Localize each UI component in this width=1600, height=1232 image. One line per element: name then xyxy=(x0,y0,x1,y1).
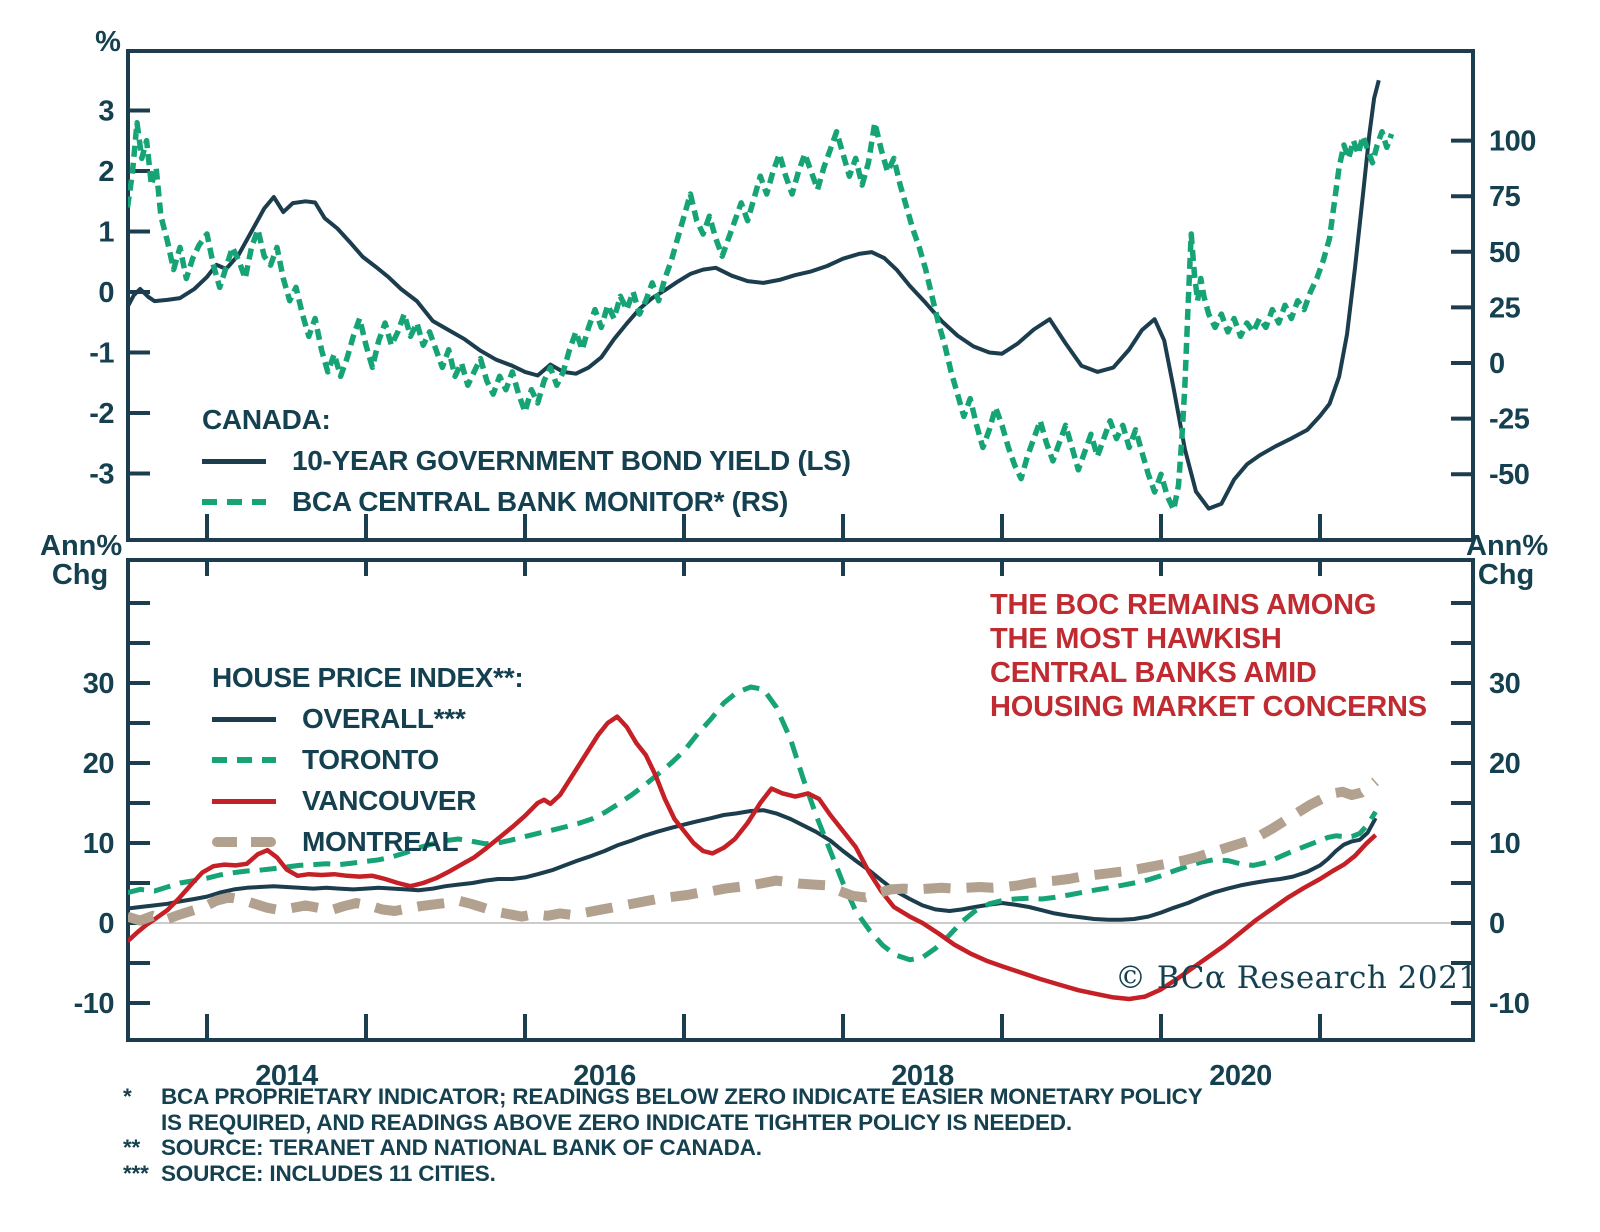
footnote-item xyxy=(123,1084,1203,1135)
right-axis-tick-label: 75 xyxy=(1489,181,1521,214)
annotation-text xyxy=(990,588,1470,724)
axis-unit-line1: Ann% xyxy=(1466,530,1549,562)
legend-row-montreal xyxy=(212,826,523,858)
legend-label: BCA CENTRAL BANK MONITOR* (RS) xyxy=(292,486,789,517)
left-axis-tick-label: 3 xyxy=(98,95,114,128)
left-axis-tick-label: -1 xyxy=(89,337,114,370)
left-axis-tick-label: 1 xyxy=(98,216,114,249)
axis-unit-line2: Chg xyxy=(51,559,109,591)
footnote-text: SOURCE: INCLUDES 11 CITIES. xyxy=(161,1160,496,1186)
legend-title: HOUSE PRICE INDEX**: xyxy=(212,662,524,693)
x-axis-year-label: 2014 xyxy=(255,1060,318,1092)
top-left-axis-unit: % xyxy=(95,26,121,58)
legend-label: OVERALL*** xyxy=(302,703,466,734)
legend-row-toronto xyxy=(212,744,523,776)
left-axis-tick-label: 0 xyxy=(98,908,114,940)
legend-title: CANADA: xyxy=(202,404,331,435)
x-axis-year-label: 2018 xyxy=(891,1060,954,1092)
footnote-marker: * xyxy=(123,1084,132,1109)
left-axis-tick-label: 2 xyxy=(98,156,114,188)
annotation-line: THE MOST HAWKISH xyxy=(990,623,1282,655)
right-axis-tick-label: 0 xyxy=(1489,348,1505,380)
x-axis-year-label: 2016 xyxy=(573,1060,636,1092)
top-legend xyxy=(202,404,851,518)
dashed-tan-line-sample-icon xyxy=(212,837,276,847)
bottom-left-axis-unit xyxy=(40,530,123,591)
dashed-green-line-sample-icon xyxy=(202,499,266,505)
right-axis-tick-label: 100 xyxy=(1489,125,1536,158)
solid-navy-line-sample-icon xyxy=(212,717,276,722)
footnote-text: SOURCE: TERANET AND NATIONAL BANK OF CANADA. xyxy=(161,1135,762,1160)
legend-row-central-bank-monitor xyxy=(202,486,851,518)
annotation-line: THE BOC REMAINS AMONG xyxy=(990,589,1377,621)
footnote-item xyxy=(123,1135,1203,1161)
right-axis-tick-label: 25 xyxy=(1489,292,1521,325)
right-axis-tick-label: 50 xyxy=(1489,236,1521,269)
right-axis-tick-label: 30 xyxy=(1489,668,1521,700)
axis-unit-line2: Chg xyxy=(1477,559,1535,591)
left-axis-tick-label: 30 xyxy=(82,668,114,700)
copyright-text: © BCα Research 2021 xyxy=(1115,960,1479,996)
right-axis-tick-label: -25 xyxy=(1489,403,1530,436)
legend-row-bond-yield xyxy=(202,445,851,477)
legend-row-vancouver xyxy=(212,785,523,817)
bottom-legend xyxy=(212,662,523,858)
right-axis-tick-label: -50 xyxy=(1489,459,1530,492)
legend-label: MONTREAL xyxy=(302,826,459,857)
footnote-item xyxy=(123,1161,1203,1187)
left-axis-tick-label: 20 xyxy=(82,748,114,780)
right-axis-tick-label: 10 xyxy=(1489,828,1521,860)
annotation-line: CENTRAL BANKS AMID xyxy=(990,657,1317,689)
dashed-green-line-sample-icon xyxy=(212,757,276,763)
legend-row-overall xyxy=(212,703,523,735)
left-axis-tick-label: -10 xyxy=(73,988,114,1020)
left-axis-tick-label: -3 xyxy=(89,458,114,491)
bottom-right-axis-unit xyxy=(1466,530,1549,591)
footnote-marker: ** xyxy=(123,1135,141,1160)
axis-unit-line1: Ann% xyxy=(40,530,123,562)
footnotes xyxy=(123,1084,1203,1186)
legend-label: 10-YEAR GOVERNMENT BOND YIELD (LS) xyxy=(292,445,851,476)
footnote-text: BCA PROPRIETARY INDICATOR; READINGS BELOW ZERO INDICATE EASIER MONETARY POLICY IS REQUIRED, AND READINGS ABOVE ZERO INDICATE TIGHTER POLICY IS NEEDED. xyxy=(161,1084,1203,1135)
left-axis-tick-label: 10 xyxy=(82,828,114,860)
legend-label: TORONTO xyxy=(302,744,439,775)
left-axis-tick-label: 0 xyxy=(98,277,114,309)
right-axis-tick-label: -10 xyxy=(1489,988,1530,1020)
x-axis-year-label: 2020 xyxy=(1209,1060,1272,1092)
right-axis-tick-label: 20 xyxy=(1489,748,1521,780)
solid-red-line-sample-icon xyxy=(212,799,276,804)
right-axis-tick-label: 0 xyxy=(1489,908,1505,940)
left-axis-tick-label: -2 xyxy=(89,398,114,430)
solid-navy-line-sample-icon xyxy=(202,459,266,464)
footnote-marker: *** xyxy=(123,1160,149,1186)
legend-label: VANCOUVER xyxy=(302,785,477,816)
annotation-line: HOUSING MARKET CONCERNS xyxy=(990,691,1427,723)
